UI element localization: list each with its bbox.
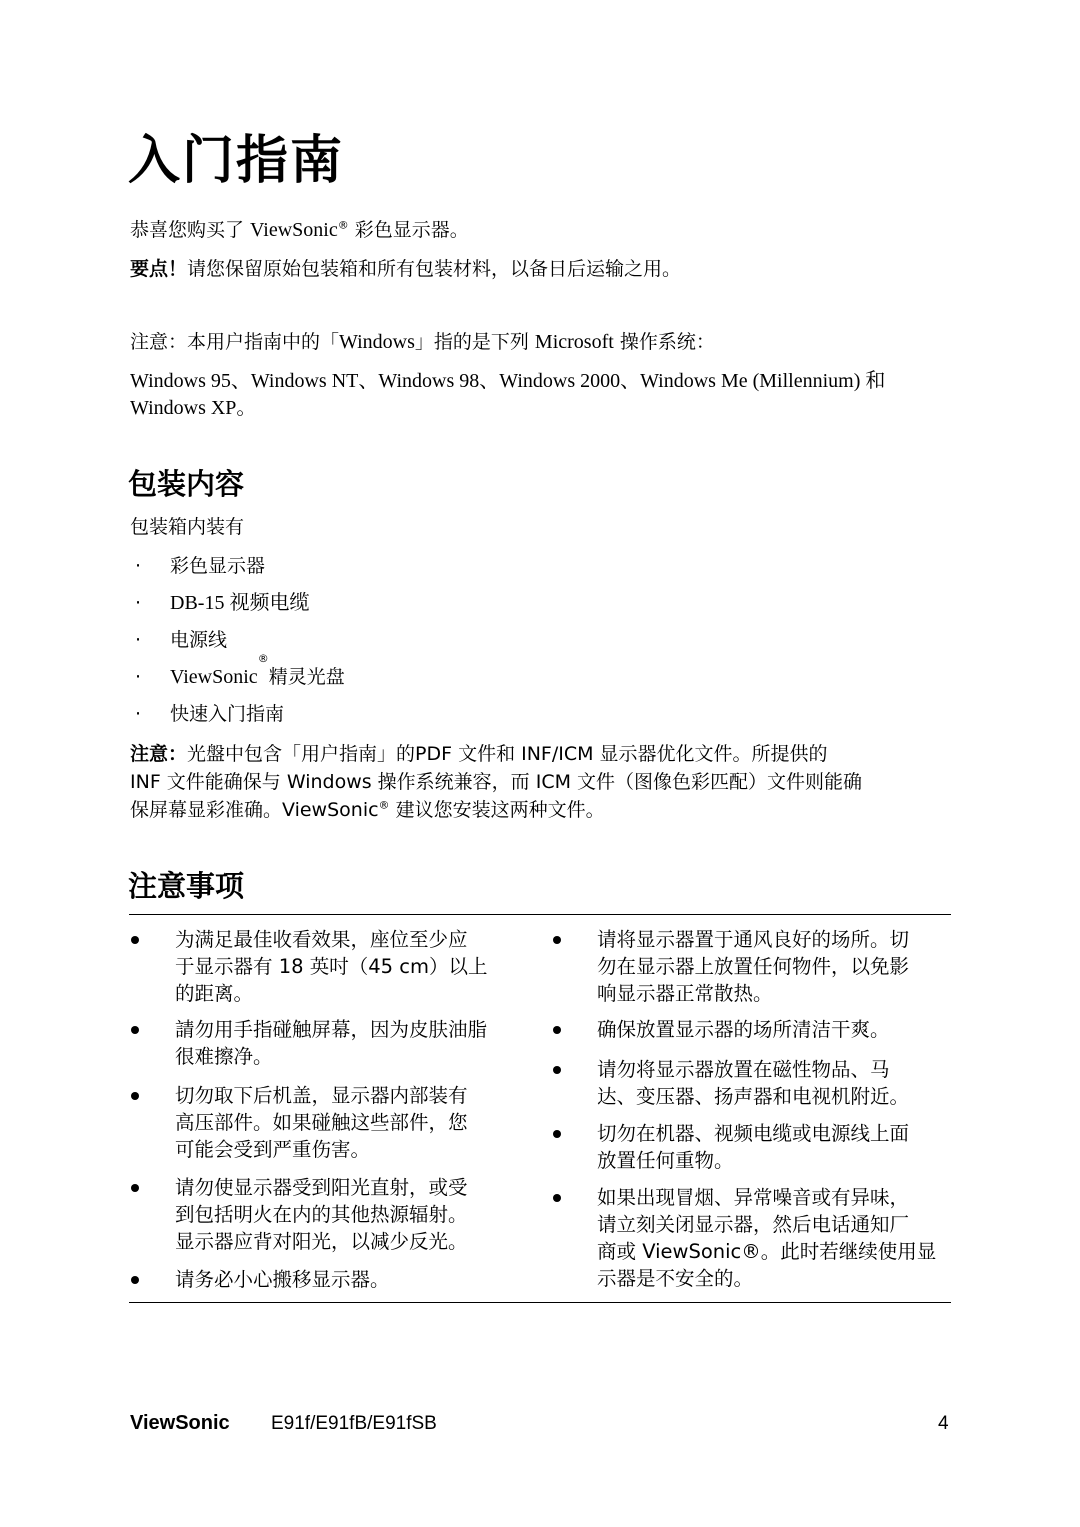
footer-model: E91f/E91fB/E91fSB [271, 1413, 437, 1434]
os-note-line1: 注意：本用户指南中的「Windows」指的是下列 Microsoft 操作系统： [130, 331, 715, 353]
precaution-line: 响显示器正常散热。 [597, 982, 773, 1005]
intro-important: 要点！请您保留原始包装箱和所有包装材料，以备日后运输之用。 [130, 258, 682, 280]
precaution-item [131, 926, 521, 1007]
list-item: · DB-15 视频电缆 [135, 585, 345, 622]
os-note-line3: Windows XP。 [130, 397, 257, 419]
page-title: 入门指南 [128, 131, 345, 191]
precaution-line: 的距离。 [175, 982, 254, 1005]
precaution-line: 可能会受到严重伤害。 [175, 1138, 371, 1161]
package-note: 注意：光盤中包含「用户指南」的PDF 文件和 INF/ICM 显示器优化文件。所提供的 INF 文件能确保与 Windows 操作系统兼容，而 ICM 文件（图像色彩匹配）文件则能确 保屏幕显彩准确。ViewSonic® 建议您安装这两种文件。 [130, 743, 863, 821]
precaution-line: 到包括明火在内的其他热源辐射。 [175, 1203, 468, 1226]
precaution-line: 于显示器有 18 英吋（45 cm）以上 [175, 955, 488, 978]
bullet-dot-icon [553, 1066, 561, 1074]
precaution-item [131, 1016, 521, 1070]
list-item: · ViewSonic ® 精灵光盘 [135, 659, 345, 696]
precaution-line: 很难擦净。 [175, 1045, 273, 1068]
precaution-line: 请勿将显示器放置在磁性物品、马 [597, 1058, 890, 1081]
precaution-line: 确保放置显示器的场所清洁干爽。 [597, 1018, 890, 1041]
precautions-right-column [553, 926, 953, 1290]
bullet: · [135, 703, 142, 725]
precautions-heading: 注意事项 [128, 869, 245, 903]
precaution-line: 如果出现冒烟、异常噪音或有异味， [597, 1186, 910, 1209]
precaution-item [553, 1184, 943, 1292]
bullet: · [135, 629, 142, 651]
precautions-left-column [131, 926, 531, 1291]
bullet-dot-icon [131, 936, 139, 944]
list-item: · 电源线 [135, 622, 345, 659]
package-lead: 包装箱内装有 [130, 516, 245, 538]
footer-brand: ViewSonic [130, 1412, 230, 1434]
precaution-item [553, 1120, 943, 1174]
bullet: · [135, 555, 142, 577]
precaution-line: 显示器应背对阳光，以减少反光。 [175, 1230, 468, 1253]
precaution-item [131, 1266, 521, 1293]
bullet-dot-icon [553, 1026, 561, 1034]
precaution-item [553, 1056, 943, 1110]
bullet-dot-icon [131, 1092, 139, 1100]
precaution-item [131, 1082, 521, 1163]
list-item: · 快速入门指南 [135, 696, 345, 733]
bullet-dot-icon [131, 1184, 139, 1192]
precaution-item [131, 1174, 521, 1255]
precaution-line: 示器是不安全的。 [597, 1267, 754, 1290]
page-number: 4 [938, 1413, 949, 1434]
intro-congrats: 恭喜您购买了 ViewSonic® 彩色显示器。 [130, 218, 469, 241]
list-item: · 彩色显示器 [135, 548, 345, 585]
bullet-dot-icon [553, 936, 561, 944]
precaution-line: 高压部件。如果碰触这些部件，您 [175, 1111, 468, 1134]
precaution-item [553, 926, 943, 1007]
package-heading: 包装内容 [128, 467, 245, 501]
package-list [135, 548, 345, 733]
precaution-line: 勿在显示器上放置任何物件，以免影 [597, 955, 910, 978]
precaution-line: 請勿用手指碰触屏幕，因为皮肤油脂 [175, 1018, 488, 1041]
bullet-dot-icon [131, 1276, 139, 1284]
divider-bottom [129, 1302, 951, 1303]
bullet-dot-icon [553, 1130, 561, 1138]
bullet: · [135, 592, 142, 614]
precaution-line: 请将显示器置于通风良好的场所。切 [597, 928, 910, 951]
precaution-line: 切勿在机器、视频电缆或电源线上面 [597, 1122, 910, 1145]
precaution-line: 请务必小心搬移显示器。 [175, 1268, 390, 1291]
precaution-line: 为满足最佳收看效果，座位至少应 [175, 928, 468, 951]
divider-top [129, 914, 951, 915]
precaution-line: 请勿使显示器受到阳光直射，或受 [175, 1176, 468, 1199]
precaution-line: 请立刻关闭显示器，然后电话通知厂 [597, 1213, 910, 1236]
bullet: · [135, 666, 142, 688]
precaution-line: 商或 ViewSonic®。此时若继续使用显 [597, 1240, 937, 1263]
bullet-dot-icon [553, 1194, 561, 1202]
os-note-line2: Windows 95、Windows NT、Windows 98、Windows 2000、Windows Me (Millennium) 和 [130, 370, 886, 392]
precaution-line: 放置任何重物。 [597, 1149, 734, 1172]
bullet-dot-icon [131, 1026, 139, 1034]
precaution-line: 达、变压器、扬声器和电视机附近。 [597, 1085, 910, 1108]
precaution-line: 切勿取下后机盖，显示器内部装有 [175, 1084, 468, 1107]
precaution-item [553, 1016, 943, 1043]
